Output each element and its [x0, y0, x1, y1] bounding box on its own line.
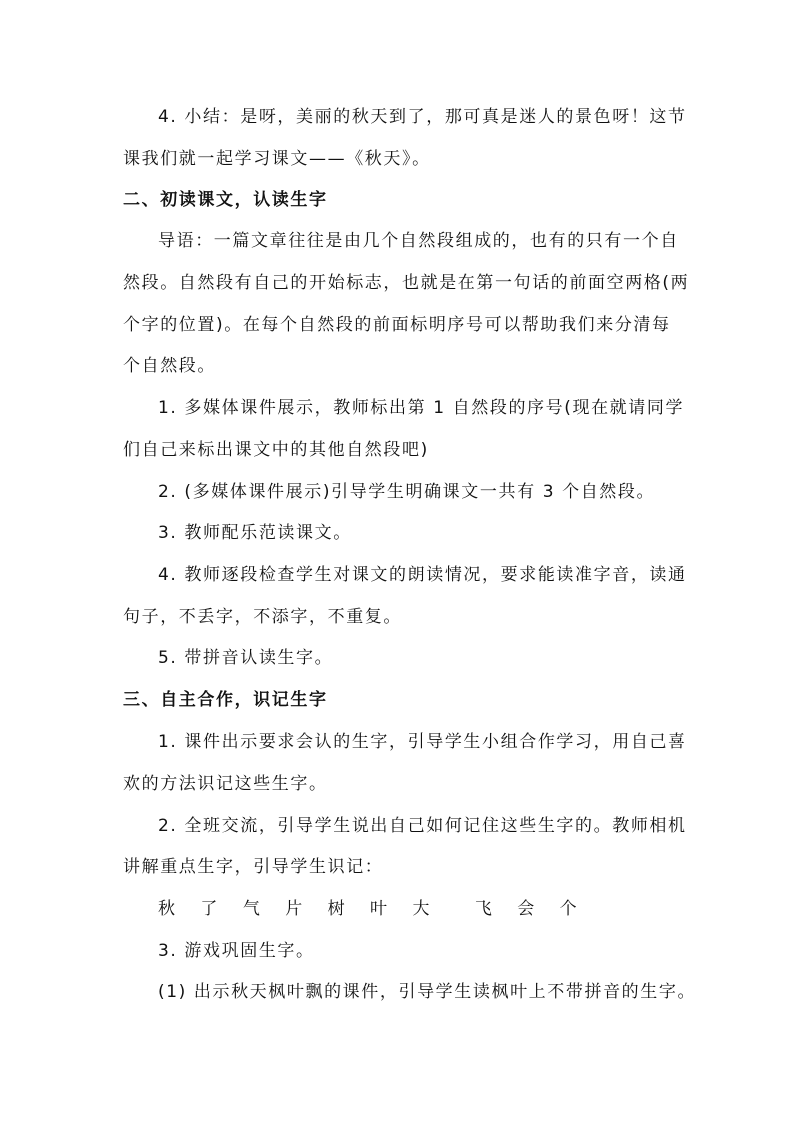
character: 飞 [474, 899, 492, 919]
paragraph-line: 个字的位置)。在每个自然段的前面标明序号可以帮助我们来分清每 [123, 315, 671, 335]
paragraph-line: 课我们就一起学习课文——《秋天》。 [123, 149, 431, 169]
character: 大 [412, 899, 430, 919]
paragraph-line: 4. 小结：是呀，美丽的秋天到了，那可真是迷人的景色呀！这节 [158, 107, 687, 127]
character: 了 [200, 899, 218, 919]
character: 会 [517, 899, 535, 919]
paragraph-line: 2. (多媒体课件展示)引导学生明确课文一共有 3 个自然段。 [158, 482, 656, 502]
paragraph-line: 然段。自然段有自己的开始标志，也就是在第一句话的前面空两格(两 [123, 273, 690, 293]
character: 树 [327, 899, 345, 919]
section-heading-2: 二、初读课文，认读生字 [123, 190, 328, 210]
section-heading-3: 三、自主合作，识记生字 [123, 690, 328, 710]
paragraph-line: 欢的方法识记这些生字。 [123, 774, 328, 794]
character: 叶 [370, 899, 388, 919]
paragraph-line: 1. 多媒体课件展示，教师标出第 1 自然段的序号(现在就请同学 [158, 398, 685, 418]
paragraph-line: 导语：一篇文章往往是由几个自然段组成的，也有的只有一个自 [158, 231, 679, 251]
paragraph-line: 3. 教师配乐范读课文。 [158, 523, 352, 543]
character: 秋 [158, 899, 175, 919]
paragraph-line: 3. 游戏巩固生字。 [158, 941, 315, 961]
character: 个 [559, 899, 577, 919]
paragraph-line: 4. 教师逐段检查学生对课文的朗读情况，要求能读准字音，读通 [158, 565, 687, 585]
paragraph-line: 句子，不丢字，不添字，不重复。 [123, 607, 402, 627]
paragraph-line: (1) 出示秋天枫叶飘的课件，引导学生读枫叶上不带拼音的生字。 [158, 982, 697, 1002]
paragraph-line: 讲解重点生字，引导学生识记： [123, 857, 384, 877]
character: 气 [242, 899, 260, 919]
paragraph-line: 1. 课件出示要求会认的生字，引导学生小组合作学习，用自己喜 [158, 732, 687, 752]
character: 片 [285, 899, 303, 919]
paragraph-line: 2. 全班交流，引导学生说出自己如何记住这些生字的。教师相机 [158, 816, 687, 836]
character-list [158, 898, 597, 920]
paragraph-line: 5. 带拼音认读生字。 [158, 648, 334, 668]
paragraph-line: 个自然段。 [123, 356, 216, 376]
paragraph-line: 们自己来标出课文中的其他自然段吧) [123, 440, 429, 460]
